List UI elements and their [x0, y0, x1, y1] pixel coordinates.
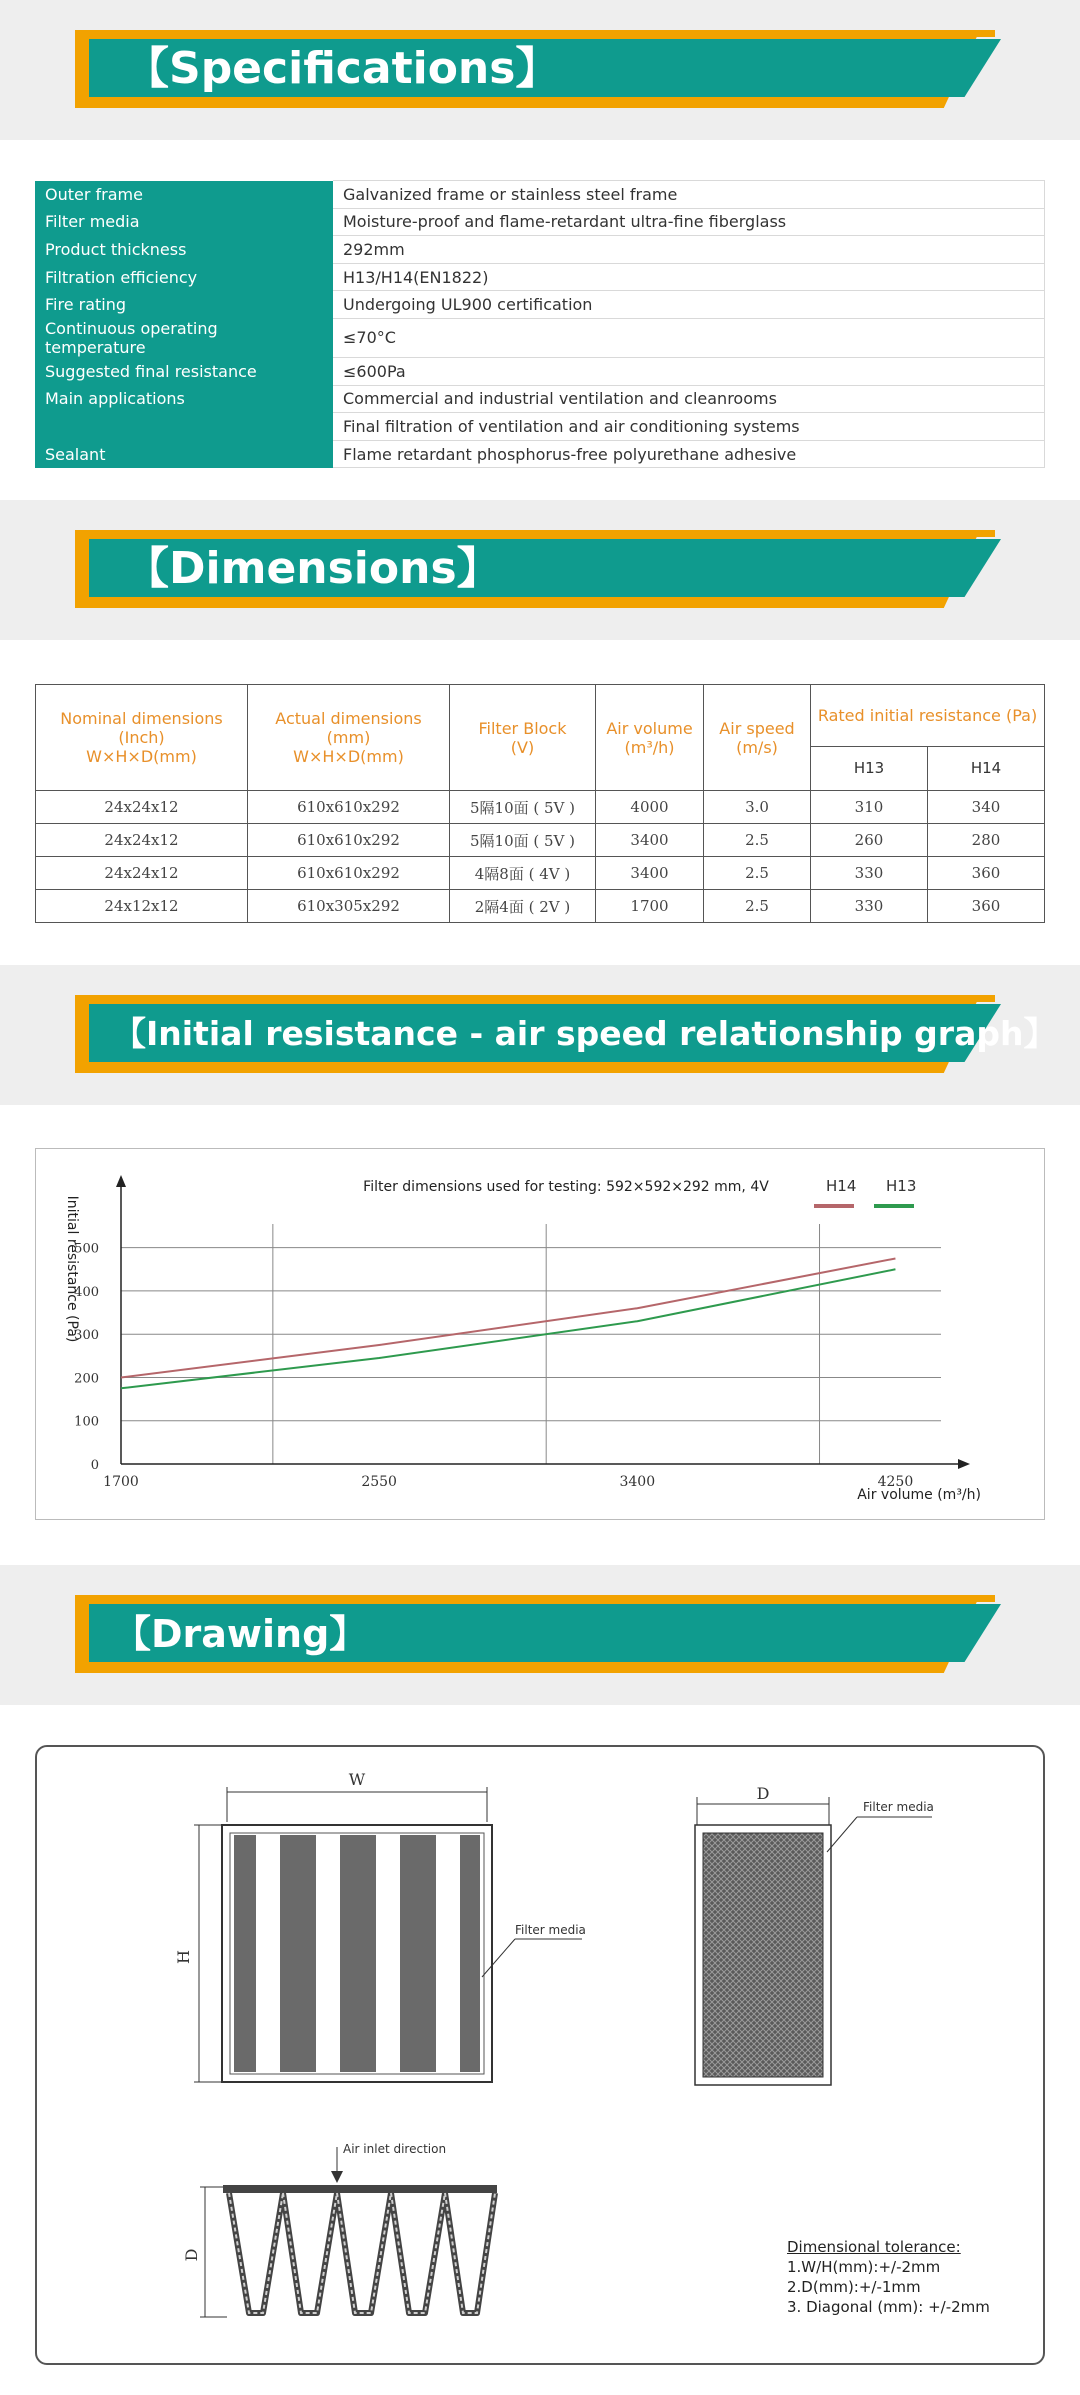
y-tick-label: 300	[74, 1328, 99, 1344]
drawing-banner	[75, 1595, 1005, 1673]
spec-row	[35, 181, 1045, 209]
technical-drawing	[35, 1745, 1045, 2365]
y-tick-label: 400	[74, 1284, 99, 1300]
spec-row	[35, 413, 1045, 441]
spec-key: Sealant	[35, 440, 333, 468]
graph-banner	[75, 995, 1057, 1073]
dimensions-table	[35, 684, 1045, 923]
filter-media-label-front: Filter media	[515, 1923, 586, 1937]
height-label: H	[174, 1950, 193, 1964]
table-cell: 24x24x12	[36, 857, 248, 890]
table-cell: 24x24x12	[36, 824, 248, 857]
spec-key: Main applications	[35, 385, 333, 413]
spec-row	[35, 208, 1045, 236]
x-axis-label: Air volume (m³/h)	[857, 1487, 981, 1503]
legend-label: H13	[886, 1177, 917, 1195]
table-row	[36, 824, 1045, 857]
spec-key: Outer frame	[35, 181, 333, 209]
spec-value: Galvanized frame or stainless steel frame	[333, 181, 1045, 209]
series-line-h13	[121, 1269, 895, 1388]
table-cell: 3400	[596, 857, 704, 890]
table-cell: 360	[928, 890, 1045, 923]
spec-key	[35, 413, 333, 441]
chart-svg	[36, 1149, 1046, 1521]
dimensional-tolerance	[787, 2237, 990, 2317]
tolerance-line: 3. Diagonal (mm): +/-2mm	[787, 2298, 990, 2316]
spec-row	[35, 318, 1045, 357]
spec-value: Moisture-proof and flame-retardant ultra-fine fiberglass	[333, 208, 1045, 236]
width-label: W	[348, 1770, 366, 1789]
side-view	[695, 1784, 934, 2085]
dimensions-band	[0, 500, 1080, 640]
table-cell: 5隔10面 ( 5V )	[450, 791, 596, 824]
table-cell: 3.0	[704, 791, 811, 824]
y-axis-label: Initial resistance (Pa)	[64, 1195, 80, 1343]
spec-value: Undergoing UL900 certification	[333, 291, 1045, 319]
header-actual: Actual dimensions (mm) W×H×D(mm)	[248, 685, 450, 791]
y-tick-label: 100	[74, 1414, 99, 1430]
table-row	[36, 857, 1045, 890]
tolerance-heading: Dimensional tolerance:	[787, 2238, 961, 2256]
y-tick-label: 0	[90, 1458, 99, 1473]
table-cell: 24x12x12	[36, 890, 248, 923]
header-nominal: Nominal dimensions (Inch) W×H×D(mm)	[36, 685, 248, 791]
x-tick-label: 3400	[619, 1474, 656, 1490]
table-cell: 4隔8面 ( 4V )	[450, 857, 596, 890]
spec-value: Final filtration of ventilation and air conditioning systems	[333, 413, 1045, 441]
dimensions-title: 【Dimensions】	[125, 543, 501, 594]
table-cell: 330	[811, 890, 928, 923]
drawing-title: 【Drawing】	[113, 1612, 368, 1656]
y-tick-label: 200	[74, 1371, 99, 1387]
table-cell: 5隔10面 ( 5V )	[450, 824, 596, 857]
x-tick-label: 1700	[103, 1474, 139, 1490]
header-h13: H13	[811, 747, 928, 791]
spec-row	[35, 357, 1045, 385]
table-cell: 610x610x292	[248, 857, 450, 890]
table-cell: 2隔4面 ( 2V )	[450, 890, 596, 923]
table-cell: 360	[928, 857, 1045, 890]
table-cell: 1700	[596, 890, 704, 923]
x-tick-label: 4250	[877, 1474, 914, 1490]
depth-label-top: D	[182, 2248, 201, 2262]
spec-key: Fire rating	[35, 291, 333, 319]
table-row	[36, 791, 1045, 824]
x-tick-label: 2550	[361, 1474, 397, 1490]
table-cell: 2.5	[704, 890, 811, 923]
spec-row	[35, 263, 1045, 291]
table-cell: 4000	[596, 791, 704, 824]
spec-value: H13/H14(EN1822)	[333, 263, 1045, 291]
spec-row	[35, 440, 1045, 468]
y-axis-arrow	[116, 1175, 126, 1187]
filter-media-label-side: Filter media	[863, 1800, 934, 1814]
table-cell: 340	[928, 791, 1045, 824]
table-cell: 3400	[596, 824, 704, 857]
drawing-band	[0, 1565, 1080, 1705]
spec-key: Filter media	[35, 208, 333, 236]
depth-label-side: D	[756, 1784, 770, 1803]
spec-key: Continuous operating temperature	[35, 318, 333, 357]
header-speed: Air speed (m/s)	[704, 685, 811, 791]
dimensions-banner	[75, 530, 1005, 608]
top-view	[182, 2142, 497, 2317]
header-resistance: Rated initial resistance (Pa)	[811, 685, 1045, 747]
table-cell: 310	[811, 791, 928, 824]
specifications-band	[0, 0, 1080, 140]
header-h14: H14	[928, 747, 1045, 791]
header-block: Filter Block (V)	[450, 685, 596, 791]
air-inlet-label: Air inlet direction	[343, 2142, 447, 2156]
table-cell: 330	[811, 857, 928, 890]
spec-row	[35, 236, 1045, 264]
spec-key: Filtration efficiency	[35, 263, 333, 291]
table-cell: 610x610x292	[248, 824, 450, 857]
graph-band	[0, 965, 1080, 1105]
x-axis-arrow	[958, 1459, 970, 1469]
table-cell: 260	[811, 824, 928, 857]
spec-value: 292mm	[333, 236, 1045, 264]
spec-key: Product thickness	[35, 236, 333, 264]
spec-row	[35, 291, 1045, 319]
spec-key: Suggested final resistance	[35, 357, 333, 385]
tolerance-line: 1.W/H(mm):+/-2mm	[787, 2258, 941, 2276]
table-row	[36, 890, 1045, 923]
table-cell: 610x305x292	[248, 890, 450, 923]
spec-value: ≤600Pa	[333, 357, 1045, 385]
front-view	[174, 1770, 586, 2082]
spec-row	[35, 385, 1045, 413]
table-cell: 2.5	[704, 824, 811, 857]
chart-title: Filter dimensions used for testing: 592×592×292 mm, 4V	[363, 1179, 769, 1195]
table-cell: 280	[928, 824, 1045, 857]
table-cell: 2.5	[704, 857, 811, 890]
header-volume: Air volume (m³/h)	[596, 685, 704, 791]
resistance-chart	[35, 1148, 1045, 1520]
specifications-title: 【Specifications】	[125, 43, 560, 94]
table-cell: 24x24x12	[36, 791, 248, 824]
spec-value: Commercial and industrial ventilation and cleanrooms	[333, 385, 1045, 413]
specifications-table	[35, 180, 1045, 468]
specifications-banner	[75, 30, 1005, 108]
legend-label: H14	[826, 1177, 857, 1195]
series-line-h14	[121, 1258, 895, 1377]
tolerance-line: 2.D(mm):+/-1mm	[787, 2278, 921, 2296]
y-tick-label: 500	[74, 1241, 99, 1257]
table-cell: 610x610x292	[248, 791, 450, 824]
graph-title: 【Initial resistance - air speed relationship graph】	[113, 1014, 1057, 1053]
spec-value: Flame retardant phosphorus-free polyurethane adhesive	[333, 440, 1045, 468]
spec-value: ≤70°C	[333, 318, 1045, 357]
